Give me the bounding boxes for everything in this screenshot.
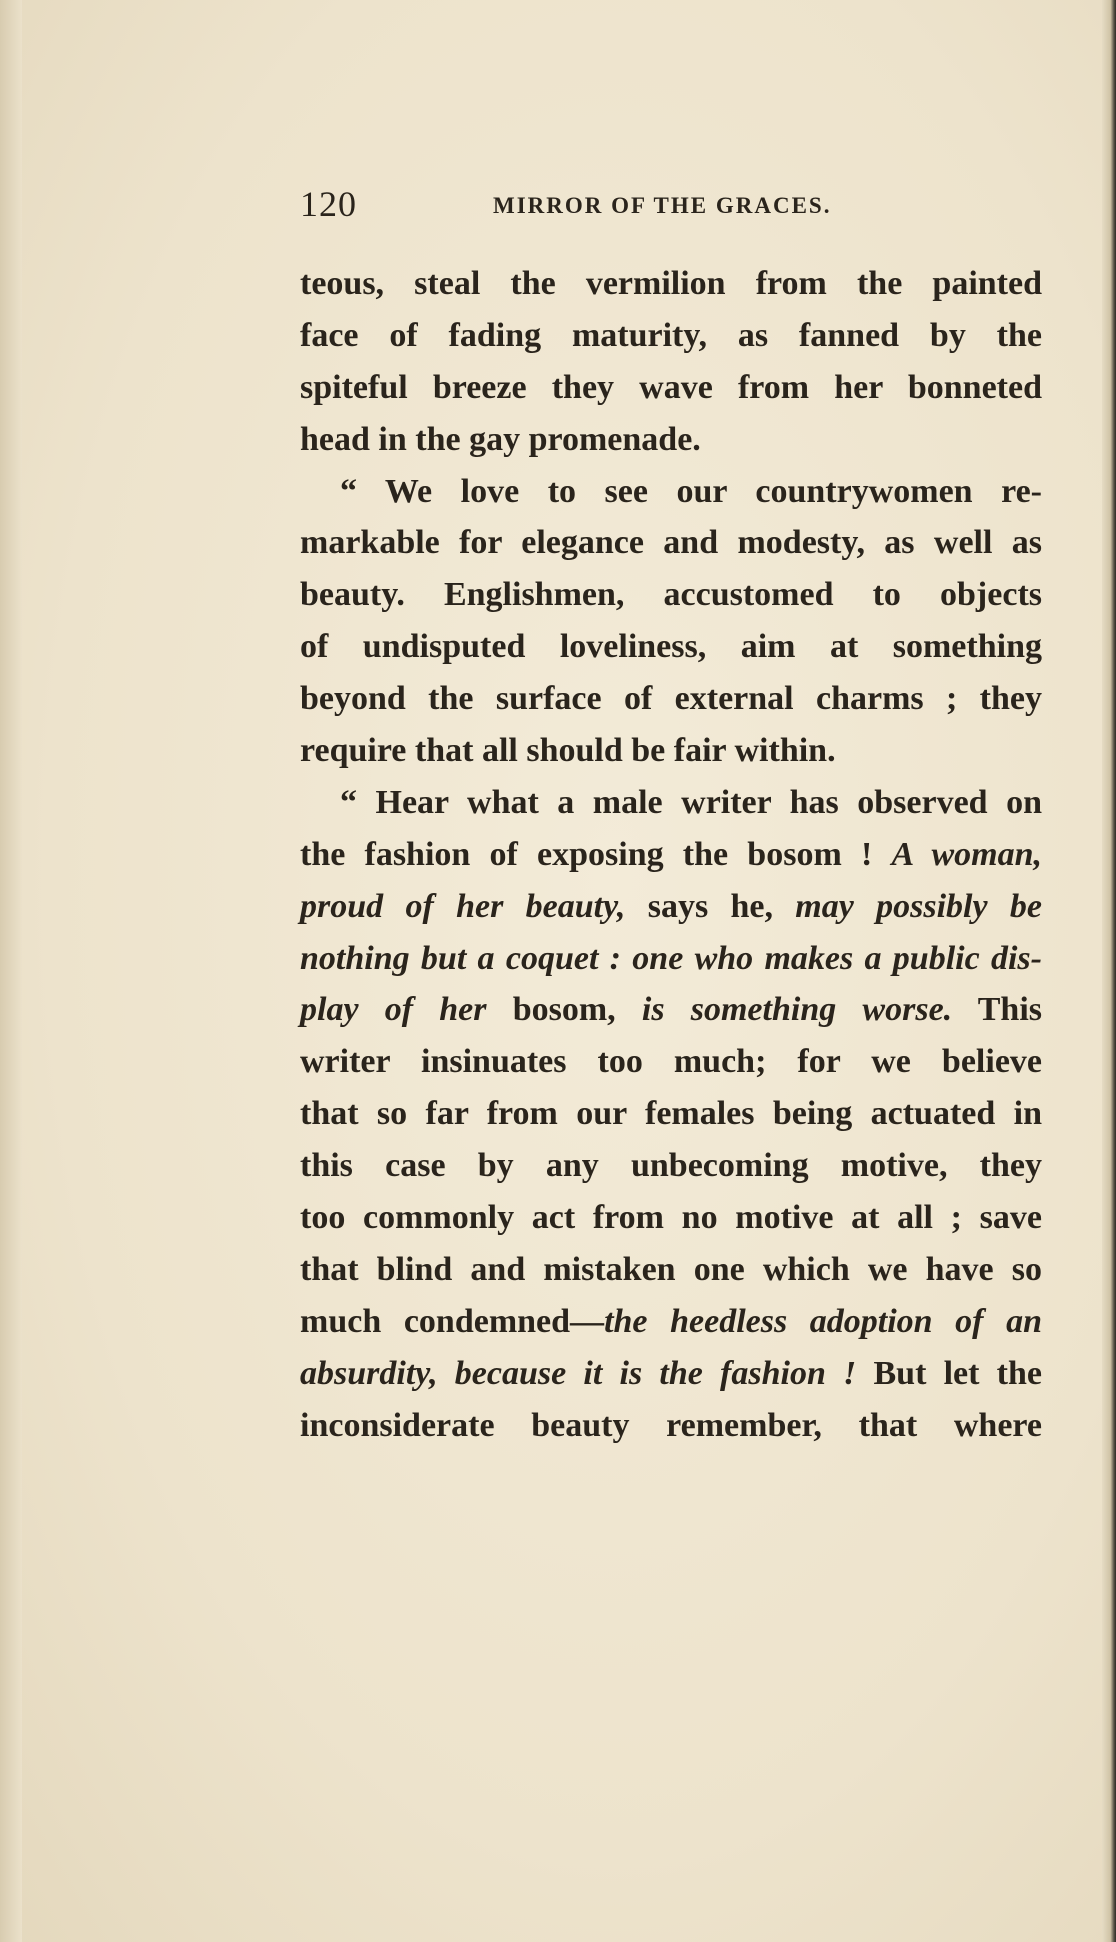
text-line [300,1192,1042,1244]
text-segment: writer insinuates too much; for we believe [300,1043,1042,1081]
text-line [300,1296,1042,1348]
text-line [300,621,1042,673]
text-segment: spiteful breeze they wave from her bonneted [300,368,1042,406]
text-segment: “ Hear what a male writer has observed on [340,783,1042,821]
text-line [300,933,1042,985]
text-line [300,725,1042,777]
text-segment: bosom, [486,991,642,1029]
text-segment: This [952,991,1043,1029]
text-line [300,673,1042,725]
text-segment: But let the [856,1354,1042,1392]
text-segment: beauty. Englishmen, accustomed to objects [300,576,1042,614]
text-line [300,1036,1042,1088]
text-line [300,569,1042,621]
italic-text: may possibly be [795,887,1042,925]
text-segment: this case by any unbecoming motive, they [300,1147,1042,1185]
text-line [300,1244,1042,1296]
italic-text: is something worse. [641,991,953,1029]
text-line [300,310,1042,362]
text-segment: head in the gay promenade. [300,420,701,458]
text-segment: teous, steal the vermilion from the painted [300,265,1042,302]
text-line [300,984,1042,1036]
text-segment: much condemned— [300,1302,605,1340]
text-segment: beyond the surface of external charms ; they [300,680,1042,718]
page-gutter [0,0,22,1942]
page-header [300,183,832,227]
text-segment: face of fading maturity, as fanned by the [300,316,1042,354]
text-line [300,777,1042,829]
running-title: MIRROR OF THE GRACES. [493,193,832,218]
text-line [300,1088,1042,1140]
text-line [300,362,1042,414]
text-segment: the fashion of exposing the bosom ! [300,835,892,873]
text-line [300,881,1042,933]
text-line [300,414,1042,466]
text-segment: inconsiderate beauty remember, that where [300,1406,1042,1444]
italic-text: nothing but a coquet : one who makes a public dis- [300,939,1042,977]
italic-text: A woman, [891,835,1042,873]
body-text [300,258,1042,1451]
text-line [300,1348,1042,1400]
text-line [300,829,1042,881]
text-line [300,1400,1042,1452]
text-segment: “ We love to see our countrywomen re- [340,472,1042,510]
text-segment: require that all should be fair within. [300,732,836,770]
italic-text: proud of her beauty, [300,887,626,925]
page-edge [1102,0,1116,1942]
text-line [300,258,1042,310]
text-segment: says he, [625,887,796,925]
text-segment: too commonly act from no motive at all ; save [300,1199,1042,1237]
italic-text: absurdity, because it is the fashion ! [300,1354,857,1392]
text-line [300,1140,1042,1192]
text-segment: markable for elegance and modesty, as well as [300,524,1042,562]
text-segment: of undisputed loveliness, aim at something [300,628,1042,666]
text-segment: that blind and mistaken one which we have so [300,1250,1042,1288]
text-line [300,517,1042,569]
italic-text: play of her [300,991,487,1029]
text-line [300,466,1042,518]
text-segment: that so far from our females being actuated in [300,1095,1042,1133]
page-number: 120 [300,184,357,224]
italic-text: the heedless adoption of an [604,1302,1042,1340]
